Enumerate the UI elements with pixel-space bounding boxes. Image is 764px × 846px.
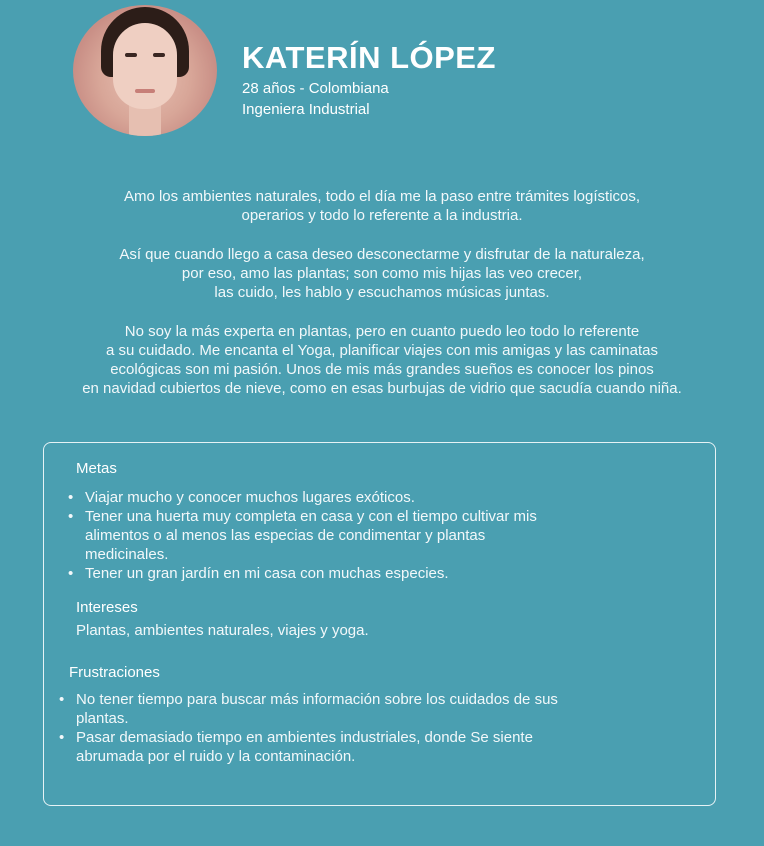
- bio-paragraph-2: [40, 245, 724, 302]
- photo-eye-right: [153, 53, 165, 57]
- goal-item: • Tener un gran jardín en mi casa con muchas especies.: [68, 564, 628, 583]
- interests-text: Plantas, ambientes naturales, viajes y yoga.: [76, 622, 369, 639]
- bio-line: No soy la más experta en plantas, pero en cuanto puedo leo todo lo referente: [124, 323, 640, 340]
- photo-neck: [129, 105, 161, 136]
- goals-list: [68, 488, 628, 583]
- persona-name: KATERÍN LÓPEZ: [242, 40, 496, 75]
- bio-line: ecológicas son mi pasión. Unos de mis más grandes sueños es conocer los pinos: [110, 361, 654, 378]
- persona-profession: Ingeniera Industrial: [242, 101, 370, 118]
- frustration-item: • No tener tiempo para buscar más información sobre los cuidados de sus plantas.: [59, 690, 659, 728]
- goal-item: • Tener una huerta muy completa en casa y con el tiempo cultivar mis alimentos o al menos las especias de condimentar y plantas medicinales.: [68, 507, 628, 564]
- goals-title: Metas: [76, 460, 117, 477]
- bio-line: por eso, amo las plantas; son como mis hijas las veo crecer,: [181, 265, 583, 282]
- bio-line: Así que cuando llego a casa deseo desconectarme y disfrutar de la naturaleza,: [119, 246, 645, 263]
- interests-title: Intereses: [76, 599, 138, 616]
- bio-line: las cuido, les hablo y escuchamos músicas juntas.: [214, 284, 550, 301]
- goal-item: • Viajar mucho y conocer muchos lugares exóticos.: [68, 488, 628, 507]
- bio-paragraph-1: [40, 187, 724, 225]
- frustration-item: • Pasar demasiado tiempo en ambientes industriales, donde Se siente abrumada por el ruido y la contaminación.: [59, 728, 659, 766]
- bio-line: a su cuidado. Me encanta el Yoga, planificar viajes con mis amigas y las caminatas: [106, 342, 658, 359]
- persona-age-nationality: 28 años - Colombiana: [242, 80, 389, 97]
- persona-details-card: [43, 442, 716, 806]
- profile-photo: [73, 5, 217, 136]
- photo-mouth: [135, 89, 155, 93]
- bio-line: operarios y todo lo referente a la industria.: [241, 207, 523, 224]
- bio-paragraph-3: [40, 322, 724, 398]
- persona-bio: [40, 187, 724, 418]
- photo-face: [113, 23, 177, 109]
- bio-line: Amo los ambientes naturales, todo el día me la paso entre trámites logísticos,: [123, 188, 641, 205]
- frustrations-title: Frustraciones: [69, 664, 160, 681]
- bio-line: en navidad cubiertos de nieve, como en esas burbujas de vidrio que sacudía cuando niña.: [82, 380, 682, 397]
- frustrations-list: [59, 690, 659, 766]
- photo-eye-left: [125, 53, 137, 57]
